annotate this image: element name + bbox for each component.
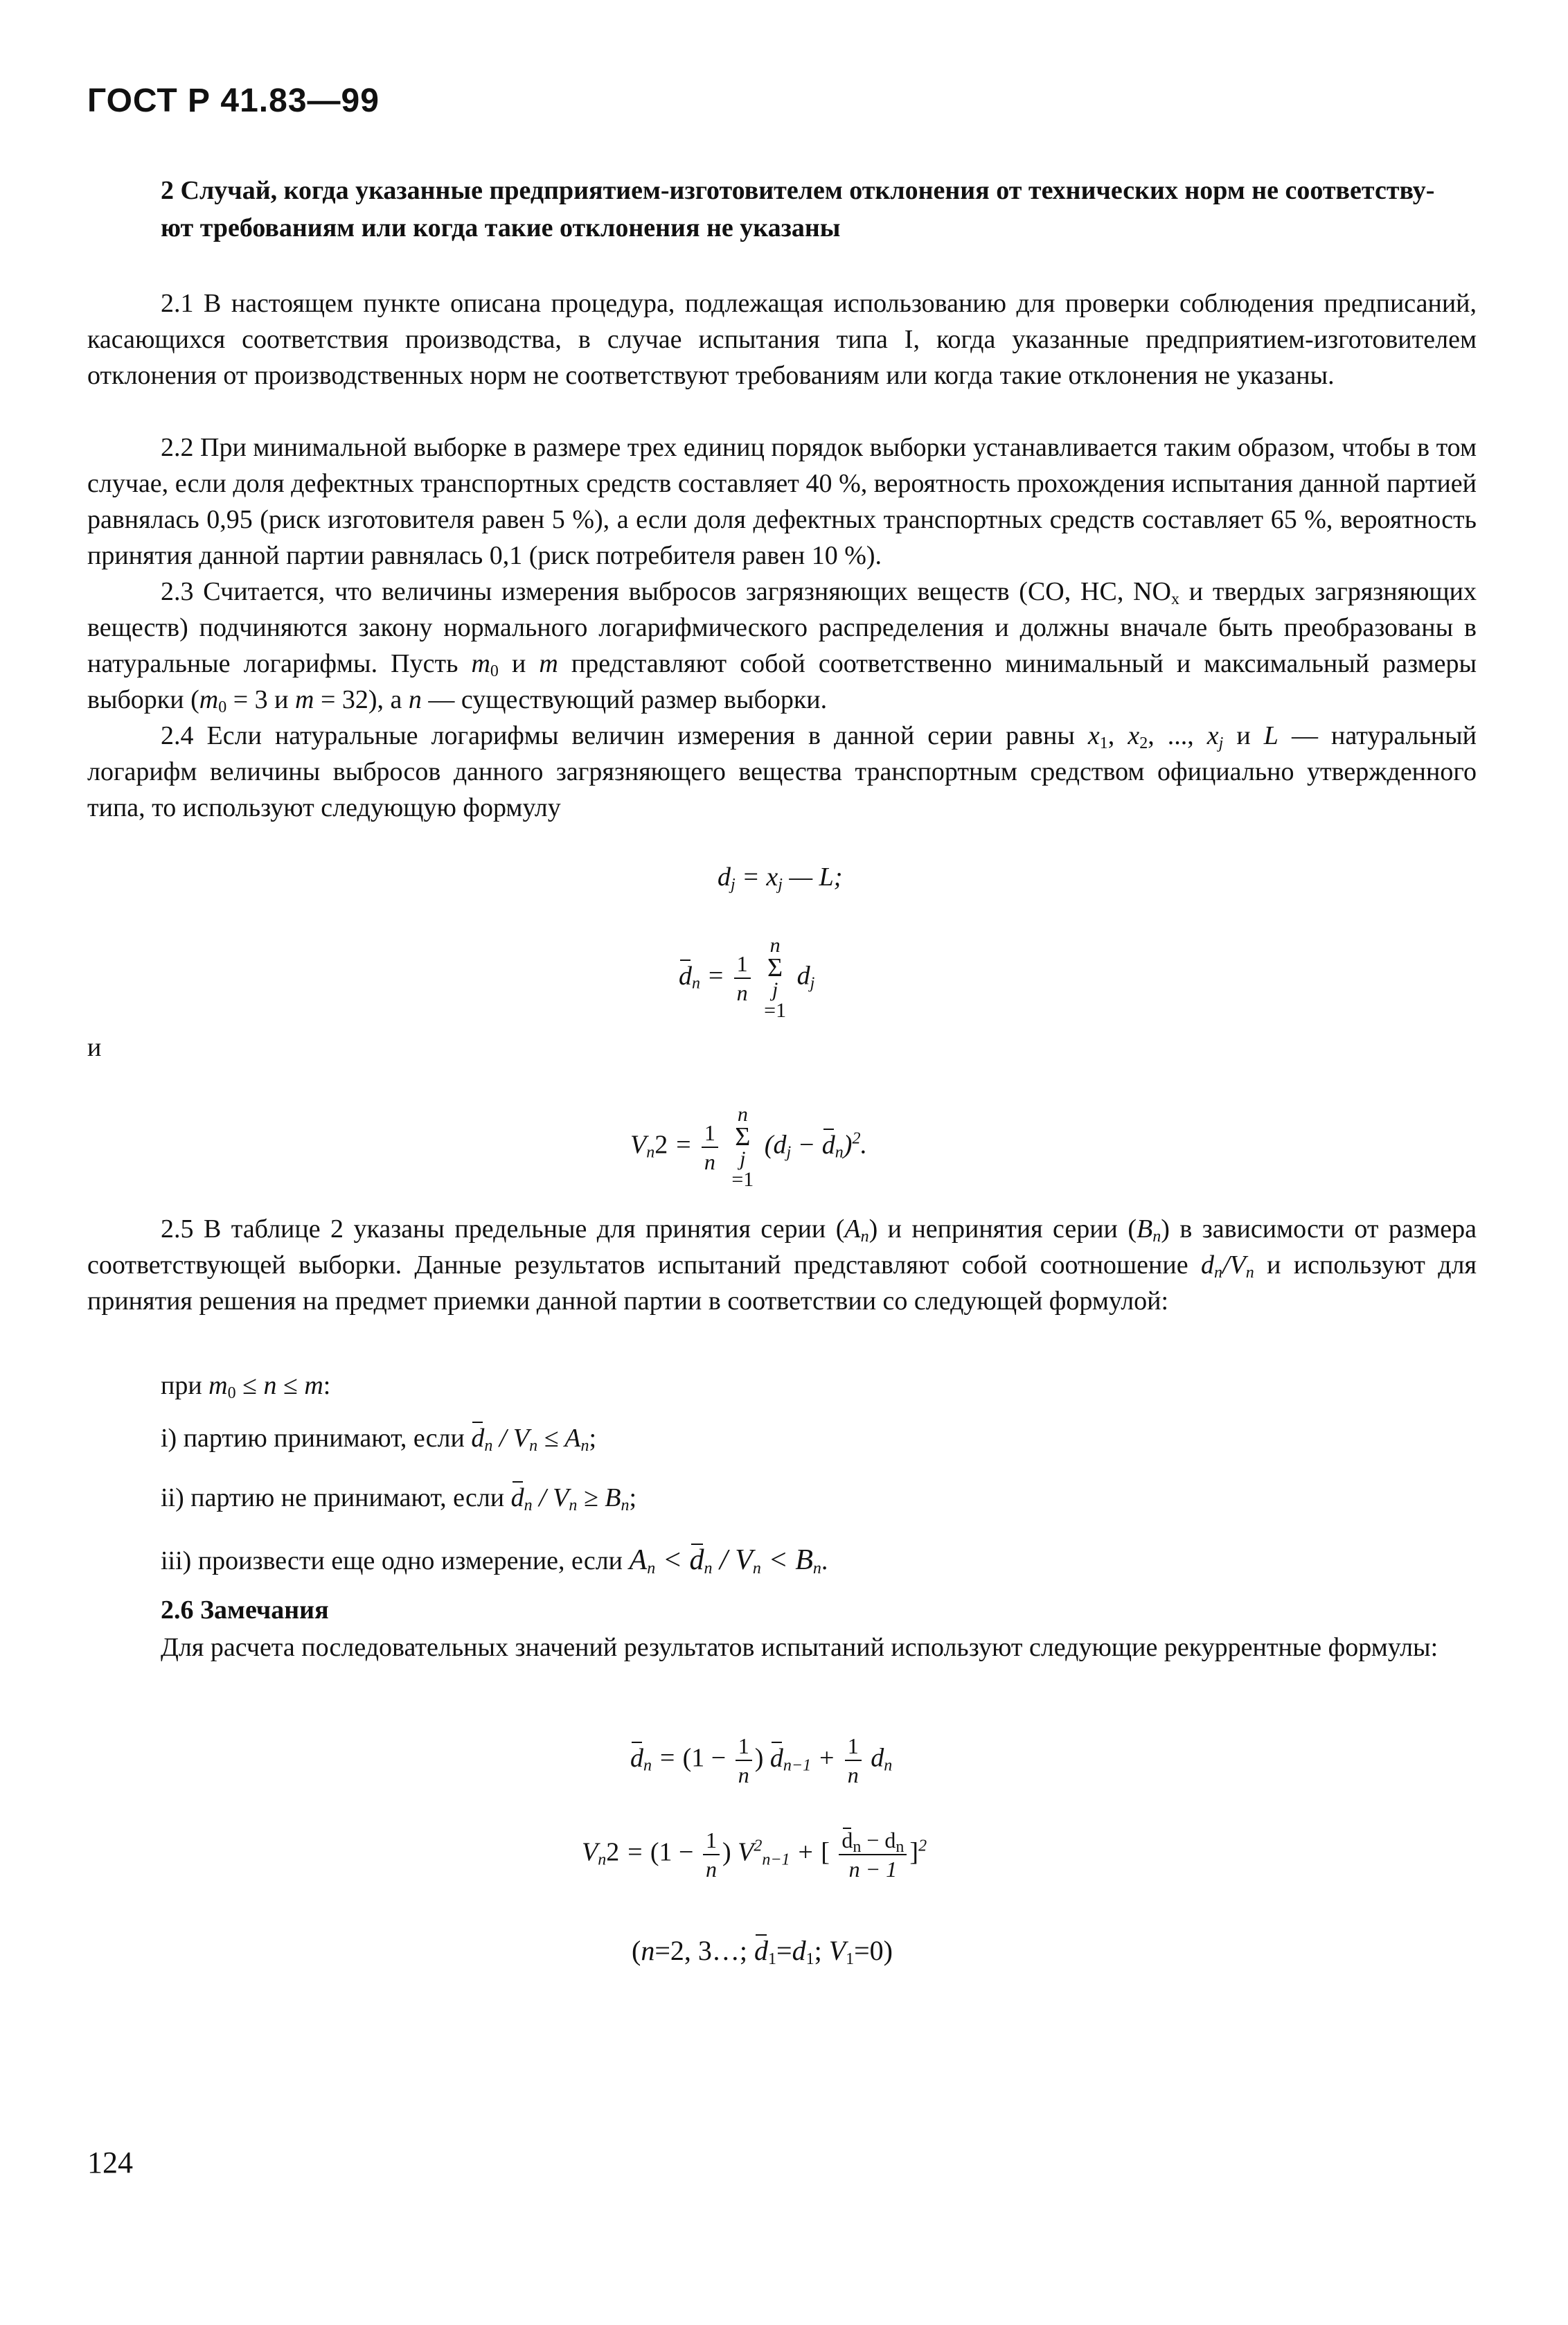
section-title-line-2: ют требованиям или когда такие отклонения не указаны: [161, 213, 841, 242]
paragraph-2-1: 2.1 В настоящем пункте описана процедура, подлежащая использованию для проверки соблюдения предписаний, касающихся соответствия производства, в случае испытания типа I, когда указанные предприятием-изготовителем отклонения от производственных норм не соответствуют требованиям или когда такие отклонения не указаны.: [87, 289, 1477, 390]
page-number: 124: [87, 2146, 133, 2180]
condition-measure-again: iii) произвести еще одно измерение, если $A_n < d_n / V_n < B_n$.: [161, 1542, 828, 1579]
subsection-2-6-title: 2.6 Замечания: [161, 1595, 329, 1625]
section-title-line-1: 2 Случай, когда указанные предприятием-изготовителем отклонения от технических норм не соответству-: [161, 176, 1435, 205]
section-title: [161, 172, 1477, 247]
paragraph-2-4: 2.4 Если натуральные логарифмы величин измерения в данной серии равны $x_1$, $x_2$, ..., $x_j$ и L — натуральный логарифм величины выбросов данного загрязняющего вещества транспортным средством официально утвержденного типа, то используют следующую формулу: [87, 721, 1477, 822]
condition-accept: i) партию принимают, если $d_n / V_n \le A_n$;: [161, 1420, 596, 1456]
formula-recurrent-d: $d_n = (1$ − $\frac{1}{n}$ ) $d_{n-1}$ + $\frac{1}{n}$ $d_n$: [630, 1733, 893, 1787]
formula-variance: $V_n2$ = $\frac{1}{n}$ n Σ j =1 $(d_j - d_n)^2$.: [630, 1103, 867, 1191]
condition-reject: ii) партию не принимают, если $d_n / V_n \ge B_n$;: [161, 1480, 636, 1516]
paragraph-2-2: 2.2 При минимальной выборке в размере трех единиц порядок выборки устанавливается таким образом, чтобы в том случае, если доля дефектных транспортных средств составляет 40 %, вероятность прохождения испытания данной партией равнялась 0,95 (риск изготовителя равен 5 %), а если доля дефектных транспортных средств составляет 65 %, вероятность принятия данной партии равнялась 0,1 (риск потребителя равен 10 %).: [87, 433, 1477, 570]
formula-dj: $d_j = x_j$ — L;: [718, 863, 843, 894]
document-header: ГОСТ Р 41.83—99: [87, 82, 380, 119]
formula-initial-values: (n=2, 3…; $d_1=d_1$; $V_1=0$): [632, 1933, 893, 1969]
paragraph-2-5: 2.5 В таблице 2 указаны предельные для принятия серии $(A_n)$ и непринятия серии $(B_n)$ в зависимости от размера соответствующей выборки. Данные результатов испытаний представляют собой соотношение $d_n/V_n$ и используют для принятия решения на предмет приемки данной партии в соответствии со следующей формулой:: [87, 1214, 1477, 1316]
formula-mean-d: $d_n$ = $\frac{1}{n}$ n Σ j =1 $d_j$: [679, 934, 815, 1022]
conjunction-and: и: [87, 1033, 102, 1062]
condition-range: при $m_0 \le n \le m$:: [161, 1371, 331, 1402]
formula-recurrent-v: $V_n2 = (1$ − $\frac{1}{n}$ ) $V^2_{n-1}$ + [ $\frac{d_n - d_n}{n - 1}$ ]$^2$: [582, 1828, 927, 1882]
paragraph-2-3: 2.3 Считается, что величины измерения выбросов загрязняющих веществ (CO, HC, $NO_x$ и твердых загрязняющих веществ) подчиняются закону нормального логарифмического распределения и должны вначале быть преобразованы в натуральные логарифмы. Пусть $m_0$ и m представляют собой соответственно минимальный и максимальный размеры выборки ($m_0 = 3$ и m = 32), а n — существующий размер выборки.: [87, 577, 1477, 716]
paragraph-2-6: Для расчета последовательных значений результатов испытаний используют следующие рекуррентные формулы:: [161, 1633, 1438, 1662]
